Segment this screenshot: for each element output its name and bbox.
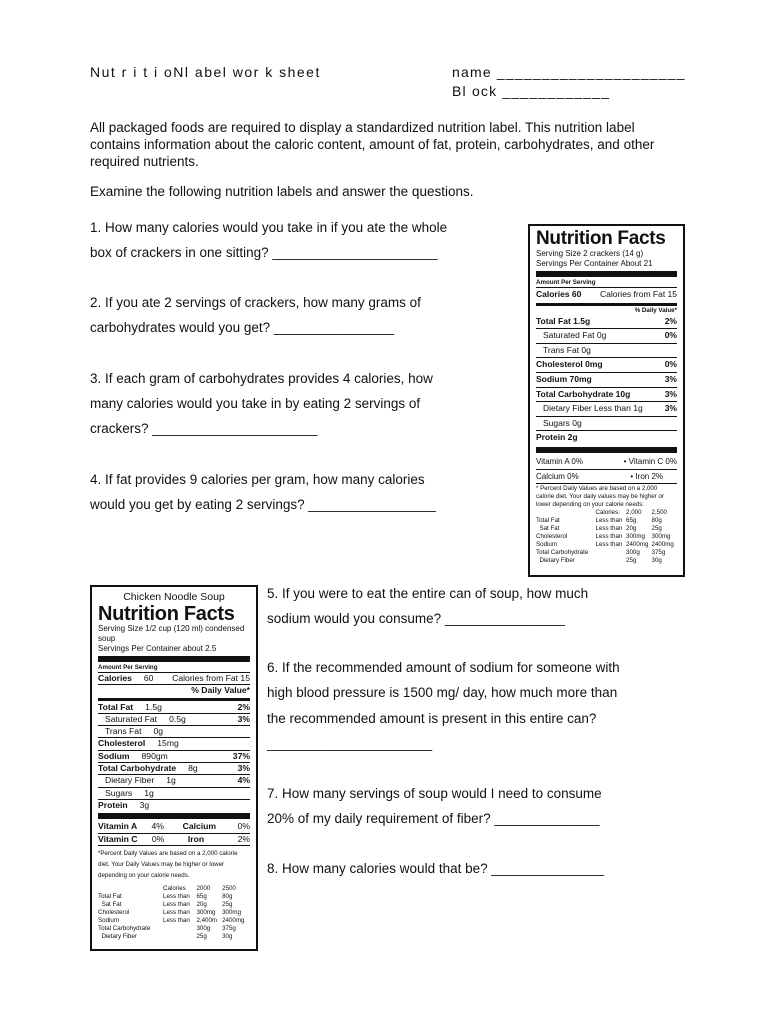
iron: • Iron 2%: [630, 471, 663, 481]
nutrient-row: [98, 787, 250, 799]
daily-values-row: [536, 541, 677, 549]
table-cell: Cholesterol: [536, 533, 568, 541]
vitamin-c: Vitamin C: [98, 833, 138, 844]
nutrient-amount: 8g: [188, 763, 198, 774]
table-cell: 25g: [196, 932, 207, 940]
nutrient-row: [98, 750, 250, 762]
nutrient-row: [536, 416, 677, 431]
nutrient-daily-value: 2%: [237, 701, 250, 712]
nutrient-name: Trans Fat: [105, 726, 142, 737]
table-cell: [163, 925, 196, 933]
table-cell: Less than: [595, 533, 623, 541]
iron-value: 2%: [237, 833, 250, 844]
nutrient-daily-value: 4%: [237, 775, 250, 786]
table-cell: 20g: [626, 525, 637, 533]
table-cell: [596, 557, 627, 565]
nutrient-amount: 0.5g: [169, 713, 186, 724]
nutrient-row: [98, 774, 250, 786]
table-cell: Sat Fat: [536, 525, 560, 533]
question-1-line-2: box of crackers in one sitting? ______________________: [90, 245, 438, 260]
nutrient-name: Cholesterol 0mg: [536, 359, 603, 370]
nutrient-daily-value: 3%: [664, 373, 677, 384]
question-4-line-1: 4. If fat provides 9 calories per gram, how many calories: [90, 472, 425, 487]
serving-size: Serving Size 2 crackers (14 g): [536, 249, 644, 258]
nutrient-row: [98, 725, 250, 737]
table-cell: 25g: [626, 557, 637, 565]
nutrient-name: Saturated Fat 0g: [543, 330, 607, 341]
nutrient-row: [536, 357, 677, 372]
calcium-value: 0%: [237, 821, 250, 832]
nutrition-facts-title: Nutrition Facts: [98, 603, 235, 625]
table-cell: Sodium: [536, 541, 557, 549]
table-cell: 2,400m: [196, 916, 218, 924]
daily-values-row: [536, 549, 677, 557]
calories-from-fat: Calories from Fat 15: [600, 289, 677, 299]
nutrient-row: [98, 702, 250, 713]
daily-values-row: [98, 893, 250, 901]
name-field-label: name _____________________: [452, 64, 686, 80]
table-cell: Sodium: [98, 916, 119, 924]
table-cell: Less than: [163, 892, 190, 900]
nutrient-name: Total Carbohydrate: [98, 763, 177, 774]
question-6-line-1: 6. If the recommended amount of sodium for someone with: [267, 660, 620, 675]
nutrient-daily-value: 0%: [664, 359, 677, 370]
iron: Iron: [187, 833, 205, 844]
nutrient-name: Sugars 0g: [543, 417, 582, 428]
nutrient-name: Protein: [98, 799, 128, 810]
amount-per-serving: Amount Per Serving: [98, 664, 158, 671]
vitamin-c-value: 0%: [151, 833, 165, 844]
table-cell: 300mg: [196, 908, 216, 916]
table-cell: Less than: [595, 525, 623, 533]
nutrient-daily-value: 3%: [237, 713, 250, 724]
table-cell: Total Fat: [536, 517, 560, 525]
daily-values-row: [536, 525, 677, 533]
nutrient-daily-value: 3%: [664, 403, 677, 414]
table-cell: 2400mg: [222, 916, 245, 924]
question-5-line-1: 5. If you were to eat the entire can of soup, how much: [267, 586, 589, 601]
question-3-line-3: crackers? ______________________: [90, 421, 318, 436]
calcium: Calcium: [182, 821, 217, 832]
nutrient-name: Total Fat: [98, 701, 134, 712]
question-6-line-3: the recommended amount is present in this entire can?: [267, 711, 597, 726]
question-8: 8. How many calories would that be? _______________: [267, 861, 604, 876]
daily-values-row: [98, 909, 250, 917]
daily-values-table: Calories 2000 2500 Total Fat Less than 65g 80g Sat Fat Less than 20g 25g Cholesterol Less than 300mg 300mg Sodium Less than 2,400m 2400mg Total Carbohydrate 300g 375g Dietary Fiber 25g 30g: [98, 885, 250, 941]
question-2-line-1: 2. If you ate 2 servings of crackers, how many grams of: [90, 295, 421, 310]
table-cell: 80g: [651, 517, 662, 525]
nutrient-row: [536, 387, 677, 402]
serving-size: Serving Size 1/2 cup (120 ml) condensed soup: [98, 624, 245, 643]
daily-value-header: % Daily Value*: [634, 306, 677, 314]
nutrient-daily-value: 3%: [664, 388, 677, 399]
table-cell: 2400mg: [651, 541, 674, 549]
nutrient-name: Total Fat 1.5g: [536, 315, 591, 326]
question-5-line-2: sodium would you consume? ________________: [267, 611, 565, 626]
table-cell: 65g: [626, 517, 637, 525]
daily-value-header: % Daily Value*: [191, 685, 250, 696]
nutrient-name: Sugars: [105, 787, 133, 798]
daily-values-row: [536, 517, 677, 525]
question-7-line-1: 7. How many servings of soup would I need to consume: [267, 786, 602, 801]
nutrient-name: Dietary Fiber: [105, 775, 155, 786]
daily-values-row: [536, 533, 677, 541]
table-cell: 30g: [222, 932, 233, 940]
table-cell: [596, 549, 627, 557]
table-cell: 300mg: [626, 533, 645, 541]
calories-value: 60: [143, 673, 154, 683]
nutrient-daily-value: 2%: [664, 315, 677, 326]
nutrient-name: Dietary Fiber Less than 1g: [543, 403, 643, 414]
question-7-line-2: 20% of my daily requirement of fiber? ______________: [267, 811, 600, 826]
amount-per-serving: Amount Per Serving: [536, 279, 596, 286]
block-field-label: Bl ock ____________: [452, 83, 611, 99]
table-cell: Less than: [595, 541, 623, 549]
daily-values-row: [536, 557, 677, 565]
nutrient-daily-value: 0%: [664, 330, 677, 341]
vitamin-a: Vitamin A: [98, 821, 138, 832]
table-cell: 375g: [222, 924, 236, 932]
worksheet-title: Nut r i t i oNl abel wor k sheet: [90, 64, 321, 80]
question-6-line-4: ______________________: [267, 736, 433, 751]
nutrient-row: [536, 430, 677, 445]
nutrient-amount: 1g: [166, 775, 176, 786]
nutrition-facts-title: Nutrition Facts: [536, 228, 666, 249]
soup-nutrition-label: [90, 585, 258, 951]
table-cell: 300mg: [222, 908, 242, 916]
daily-values-row: [98, 925, 250, 933]
nutrient-name: Protein 2g: [536, 432, 578, 443]
daily-values-row: [98, 901, 250, 909]
instructions-text: Examine the following nutrition labels and answer the questions.: [90, 184, 474, 199]
nutrient-row: [98, 737, 250, 749]
intro-paragraph: All packaged foods are required to display a standardized nutrition label. This nutrition label contains information about the caloric content, amount of fat, protein, carbohydrates, and other required nutrients.: [90, 120, 655, 169]
question-1-line-1: 1. How many calories would you take in if you ate the whole: [90, 220, 448, 235]
footnote: *Percent Daily Values are based on a 2,000 calorie diet. Your Daily Values may be higher or lower depending on your calorie needs.: [98, 845, 250, 881]
table-cell: Total Carbohydrate: [536, 549, 589, 557]
nutrient-amount: 890gm: [141, 750, 168, 761]
table-cell: Less than: [163, 908, 190, 916]
nutrient-row: [98, 762, 250, 774]
question-2-line-2: carbohydrates would you get? ________________: [90, 320, 394, 335]
daily-values-row: [98, 933, 250, 941]
table-cell: 25g: [651, 525, 662, 533]
nutrient-row: [536, 328, 677, 343]
nutrient-row: [536, 315, 677, 329]
footnote: * Percent Daily Values are based on a 2,000 calorie diet. Your daily values may be higher or lower depending on your calorie needs:: [536, 483, 677, 509]
nutrient-daily-value: 3%: [237, 763, 250, 774]
nutrient-row: [98, 799, 250, 811]
nutrient-amount: 1.5g: [145, 701, 162, 712]
table-cell: Total Fat: [98, 892, 122, 900]
calories: Calories 60: [536, 289, 582, 299]
calcium: Calcium 0%: [536, 471, 579, 481]
question-4-line-2: would you get by eating 2 servings? _________________: [90, 497, 437, 512]
nutrient-row: [536, 401, 677, 416]
table-cell: 20g: [196, 900, 207, 908]
nutrient-amount: 0g: [153, 726, 164, 737]
calories-from-fat: Calories from Fat 15: [172, 673, 250, 683]
question-3-line-2: many calories would you take in by eating 2 servings of: [90, 396, 421, 411]
question-6-line-2: high blood pressure is 1500 mg/ day, how much more than: [267, 685, 618, 700]
table-cell: Cholesterol: [98, 908, 130, 916]
table-cell: 25g: [222, 900, 233, 908]
nutrient-daily-value: 37%: [232, 750, 250, 761]
table-cell: [163, 933, 196, 941]
table-cell: 30g: [651, 557, 662, 565]
nutrient-name: Cholesterol: [98, 738, 146, 749]
nutrient-name: Sodium: [98, 750, 130, 761]
calories-label: Calories: [98, 673, 132, 683]
nutrient-name: Saturated Fat: [105, 713, 158, 724]
table-cell: 65g: [196, 892, 207, 900]
nutrient-amount: 3g: [139, 799, 150, 810]
table-cell: 375g: [651, 549, 666, 557]
servings-per-container: Servings Per Container About 21: [536, 259, 653, 268]
table-cell: 300g: [626, 549, 640, 557]
nutrient-row: [98, 713, 250, 725]
question-3-line-1: 3. If each gram of carbohydrates provides 4 calories, how: [90, 371, 433, 386]
table-cell: 300g: [196, 924, 211, 932]
table-cell: Sat Fat: [98, 900, 122, 908]
daily-values-table: Calories: 2,000 2,500 Total Fat Less than 65g 80g Sat Fat Less than 20g 25g Cholesterol Less than 300mg 300mg Sodium Less than 2400mg 2400mg Total Carbohydrate 300g 375g Dietary Fiber 25g 30g: [536, 509, 677, 565]
crackers-nutrition-label: [528, 224, 685, 577]
table-cell: Dietary Fiber: [98, 932, 137, 940]
table-cell: Less than: [595, 517, 623, 525]
nutrient-row: [536, 372, 677, 387]
nutrient-name: Sodium 70mg: [536, 373, 592, 384]
product-name: Chicken Noodle Soup: [123, 591, 225, 603]
vitamin-a-value: 4%: [151, 821, 164, 832]
table-cell: 300mg: [651, 533, 671, 541]
table-cell: 2400mg: [626, 541, 649, 549]
table-cell: Less than: [163, 916, 190, 924]
table-cell: 80g: [222, 892, 233, 900]
daily-values-row: [98, 917, 250, 925]
nutrient-name: Total Carbohydrate 10g: [536, 388, 631, 399]
table-cell: Total Carbohydrate: [98, 924, 151, 932]
vitamin-c: • Vitamin C 0%: [623, 456, 677, 466]
table-cell: Dietary Fiber: [536, 557, 575, 565]
nutrient-row: [536, 343, 677, 358]
servings-per-container: Servings Per Container about 2.5: [98, 644, 217, 653]
nutrient-name: Trans Fat 0g: [543, 344, 591, 355]
table-cell: Less than: [163, 900, 190, 908]
nutrient-amount: 1g: [144, 787, 154, 798]
vitamin-a: Vitamin A 0%: [536, 456, 583, 466]
nutrient-amount: 15mg: [157, 738, 179, 749]
